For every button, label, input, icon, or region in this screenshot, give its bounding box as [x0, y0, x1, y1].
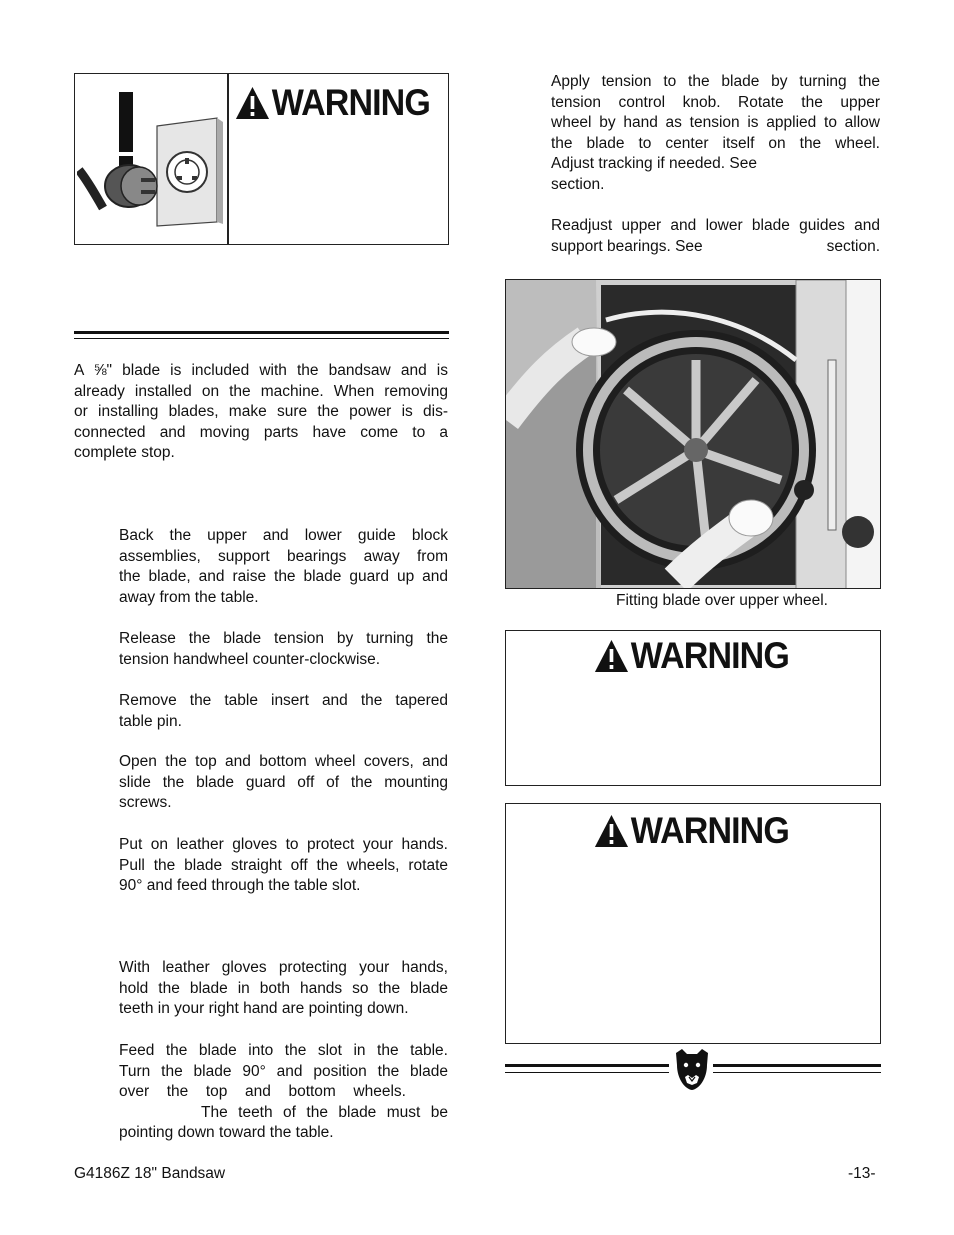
step-back-guides: Back the upper and lower guide block assemblies, support bearings away from the blade, and raise the blade guard up and away from the table. [119, 527, 448, 606]
section-rule-bottom [74, 338, 449, 339]
step-remove-blade: Put on leather gloves to protect your hands. Pull the blade straight off the wheels, rotate 90° and feed through the table slot. [119, 836, 448, 895]
section-rule-top [74, 331, 449, 334]
step-apply-tension: Apply tension to the blade by turning the tension control knob. Rotate the upper wheel by hand as tension is applied to allow the blade to center itself on the wheel. Adjust tracking if needed. See section. [551, 73, 880, 193]
warning-title: WARNING [235, 82, 430, 124]
plug-outlet-icon [77, 84, 225, 234]
warning-triangle-icon [594, 639, 629, 673]
step-release-tension: Release the blade tension by turning the tension handwheel counter-clockwise. [119, 630, 448, 668]
step-feed-blade: Feed the blade into the slot in the table. Turn the blade 90° and position the blade over the top and bottom wheels. The teeth of the blade must be pointing down toward the table. [119, 1042, 448, 1142]
warning-box-middle [505, 630, 881, 786]
bear-rule-right-bottom [713, 1072, 881, 1073]
step-open-covers: Open the top and bottom wheel covers, and slide the blade guard off of the mounting screws. [119, 753, 448, 812]
step-remove-insert: Remove the table insert and the tapered table pin. [119, 692, 448, 730]
warning-title-middle: WARNING [594, 635, 789, 677]
warning-title-bottom: WARNING [594, 810, 789, 852]
step-readjust-guides: Readjust upper and lower blade guides and support bearings. See section. [551, 217, 880, 255]
grizzly-bear-logo-icon [673, 1047, 711, 1091]
warning-pictogram-divider [227, 74, 229, 244]
bear-rule-right-top [713, 1064, 881, 1067]
footer-model: G4186Z 18" Bandsaw [74, 1165, 226, 1182]
bear-rule-left-top [505, 1064, 669, 1067]
bear-rule-left-bottom [505, 1072, 669, 1073]
step-hold-blade: With leather gloves protecting your hands, hold the blade in both hands so the blade teeth in your right hand are pointing down. [119, 959, 448, 1018]
bandsaw-photo-graphic [506, 280, 881, 589]
warning-triangle-icon [594, 814, 629, 848]
bandsaw-photo [505, 279, 881, 589]
warning-box-bottom [505, 803, 881, 1044]
top-warning-box [74, 73, 449, 245]
photo-caption: Fitting blade over upper wheel. [616, 592, 828, 609]
warning-triangle-icon [235, 86, 270, 120]
intro-paragraph: A ⅝" blade is included with the bandsaw and is already installed on the machine. When removing or installing blades, make sure the power is dis- connected and moving parts have come to a complete stop. [74, 362, 448, 462]
footer-page-number: -13- [848, 1165, 876, 1182]
